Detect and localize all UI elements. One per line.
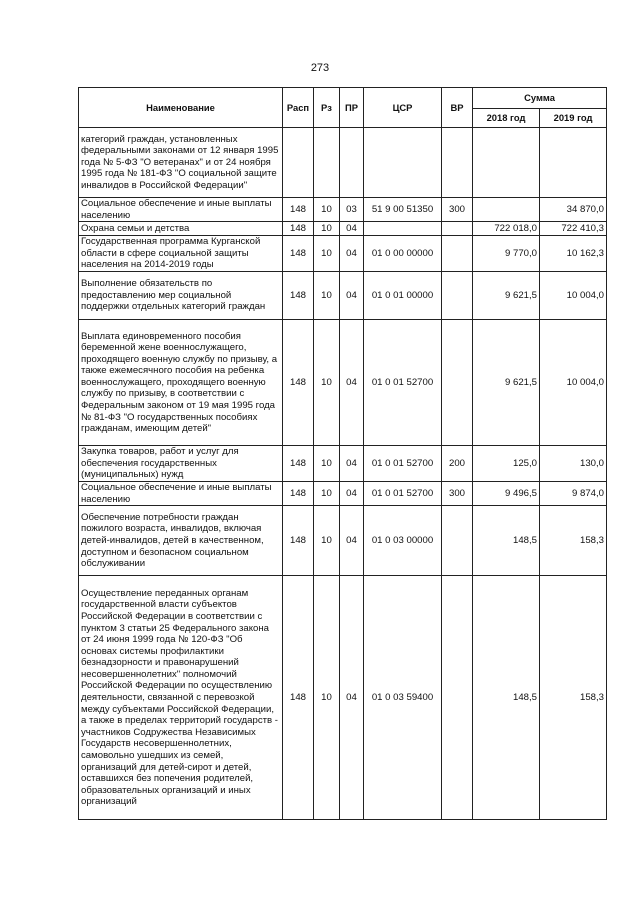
row-sum-2019: 34 870,0 <box>540 198 607 222</box>
row-vr <box>442 272 473 320</box>
row-rasp: 148 <box>283 222 314 236</box>
row-sum-2018: 722 018,0 <box>473 222 540 236</box>
table-row <box>79 128 607 198</box>
row-rasp: 148 <box>283 320 314 446</box>
table-row <box>79 198 607 222</box>
row-name: Государственная программа Курганской области в сфере социальной защиты населения на 2014-2019 годы <box>79 236 283 272</box>
table-row <box>79 446 607 482</box>
header-rasp: Расп <box>283 88 314 128</box>
row-sum-2019: 722 410,3 <box>540 222 607 236</box>
row-sum-2019: 10 004,0 <box>540 320 607 446</box>
row-name: Социальное обеспечение и иные выплаты населению <box>79 482 283 506</box>
row-rz: 10 <box>314 576 340 820</box>
row-csr: 01 0 00 00000 <box>364 236 442 272</box>
header-year-2019: 2019 год <box>540 109 607 128</box>
row-sum-2019 <box>540 128 607 198</box>
row-csr: 01 0 01 52700 <box>364 482 442 506</box>
row-sum-2018: 9 621,5 <box>473 320 540 446</box>
header-name: Наименование <box>79 88 283 128</box>
row-vr: 300 <box>442 198 473 222</box>
row-sum-2018: 9 496,5 <box>473 482 540 506</box>
row-sum-2018 <box>473 198 540 222</box>
row-rasp: 148 <box>283 576 314 820</box>
row-name: Охрана семьи и детства <box>79 222 283 236</box>
row-name: Обеспечение потребности граждан пожилого возраста, инвалидов, включая детей-инвалидов, детей в качественном, доступном и безопасном социальном обслуживании <box>79 506 283 576</box>
row-sum-2018: 125,0 <box>473 446 540 482</box>
row-rasp: 148 <box>283 446 314 482</box>
table-row <box>79 482 607 506</box>
header-vr: ВР <box>442 88 473 128</box>
row-rasp: 148 <box>283 198 314 222</box>
budget-table <box>78 87 607 820</box>
row-rasp: 148 <box>283 272 314 320</box>
row-rasp: 148 <box>283 482 314 506</box>
row-vr <box>442 222 473 236</box>
row-rz: 10 <box>314 506 340 576</box>
row-csr <box>364 128 442 198</box>
row-csr: 01 0 03 00000 <box>364 506 442 576</box>
row-name: Выплата единовременного пособия беременной жене военнослужащего, проходящего военную службу по призыву, а также ежемесячного пособия на ребенка военнослужащего, проходящего военную службу по призыву, в соответствии с Федеральным законом от 19 мая 1995 года № 81-ФЗ "О государственных пособиях гражданам, имеющим детей" <box>79 320 283 446</box>
row-vr <box>442 236 473 272</box>
row-pr: 04 <box>340 320 364 446</box>
row-sum-2018 <box>473 128 540 198</box>
row-csr: 01 0 03 59400 <box>364 576 442 820</box>
row-pr: 04 <box>340 506 364 576</box>
row-name: категорий граждан, установленных федеральными законами от 12 января 1995 года № 5-ФЗ "О ветеранах" и от 24 ноября 1995 года № 181-ФЗ "О социальной защите инвалидов в Российской Федерации" <box>79 128 283 198</box>
row-rz: 10 <box>314 198 340 222</box>
row-csr: 01 0 01 00000 <box>364 272 442 320</box>
row-sum-2019: 158,3 <box>540 506 607 576</box>
table-row <box>79 272 607 320</box>
row-sum-2019: 130,0 <box>540 446 607 482</box>
row-vr <box>442 320 473 446</box>
row-vr <box>442 128 473 198</box>
row-sum-2018: 9 770,0 <box>473 236 540 272</box>
row-sum-2019: 10 004,0 <box>540 272 607 320</box>
row-name: Осуществление переданных органам государственной власти субъектов Российской Федерации в соответствии с пунктом 3 статьи 25 Федерального закона от 24 июня 1999 года № 120-ФЗ "Об основах системы профилактики безнадзорности и правонарушений несовершеннолетних" полномочий Российской Федерации по осуществлению деятельности, связанной с перевозкой между субъектами Российской Федерации, а также в пределах территорий государств - участников Содружества Независимых Государств несовершеннолетних, самовольно ушедших из семей, организаций для детей-сирот и детей, оставшихся без попечения родителей, образовательных организаций и иных организаций <box>79 576 283 820</box>
row-csr <box>364 222 442 236</box>
row-name: Социальное обеспечение и иные выплаты населению <box>79 198 283 222</box>
row-vr <box>442 506 473 576</box>
row-sum-2018: 148,5 <box>473 576 540 820</box>
row-rz: 10 <box>314 482 340 506</box>
row-vr: 300 <box>442 482 473 506</box>
row-csr: 01 0 01 52700 <box>364 320 442 446</box>
row-pr: 04 <box>340 446 364 482</box>
row-name: Выполнение обязательств по предоставлению мер социальной поддержки отдельных категорий граждан <box>79 272 283 320</box>
row-rasp: 148 <box>283 506 314 576</box>
row-vr: 200 <box>442 446 473 482</box>
header-csr: ЦСР <box>364 88 442 128</box>
row-rz: 10 <box>314 446 340 482</box>
row-pr <box>340 128 364 198</box>
row-rz: 10 <box>314 236 340 272</box>
header-rz: Рз <box>314 88 340 128</box>
row-pr: 04 <box>340 482 364 506</box>
row-pr: 04 <box>340 272 364 320</box>
header-pr: ПР <box>340 88 364 128</box>
row-rasp <box>283 128 314 198</box>
row-vr <box>442 576 473 820</box>
page-number: 273 <box>310 62 330 74</box>
row-csr: 51 9 00 51350 <box>364 198 442 222</box>
row-pr: 04 <box>340 576 364 820</box>
row-csr: 01 0 01 52700 <box>364 446 442 482</box>
header-year-2018: 2018 год <box>473 109 540 128</box>
row-sum-2019: 158,3 <box>540 576 607 820</box>
row-rz: 10 <box>314 272 340 320</box>
row-pr: 03 <box>340 198 364 222</box>
row-rz <box>314 128 340 198</box>
row-name: Закупка товаров, работ и услуг для обеспечения государственных (муниципальных) нужд <box>79 446 283 482</box>
row-rasp: 148 <box>283 236 314 272</box>
header-sum: Сумма <box>473 88 607 109</box>
row-rz: 10 <box>314 222 340 236</box>
row-pr: 04 <box>340 236 364 272</box>
row-rz: 10 <box>314 320 340 446</box>
table-row <box>79 222 607 236</box>
row-sum-2018: 9 621,5 <box>473 272 540 320</box>
table-row <box>79 320 607 446</box>
row-sum-2019: 9 874,0 <box>540 482 607 506</box>
row-sum-2018: 148,5 <box>473 506 540 576</box>
table-row <box>79 236 607 272</box>
row-sum-2019: 10 162,3 <box>540 236 607 272</box>
table-row <box>79 576 607 820</box>
row-pr: 04 <box>340 222 364 236</box>
table-row <box>79 506 607 576</box>
